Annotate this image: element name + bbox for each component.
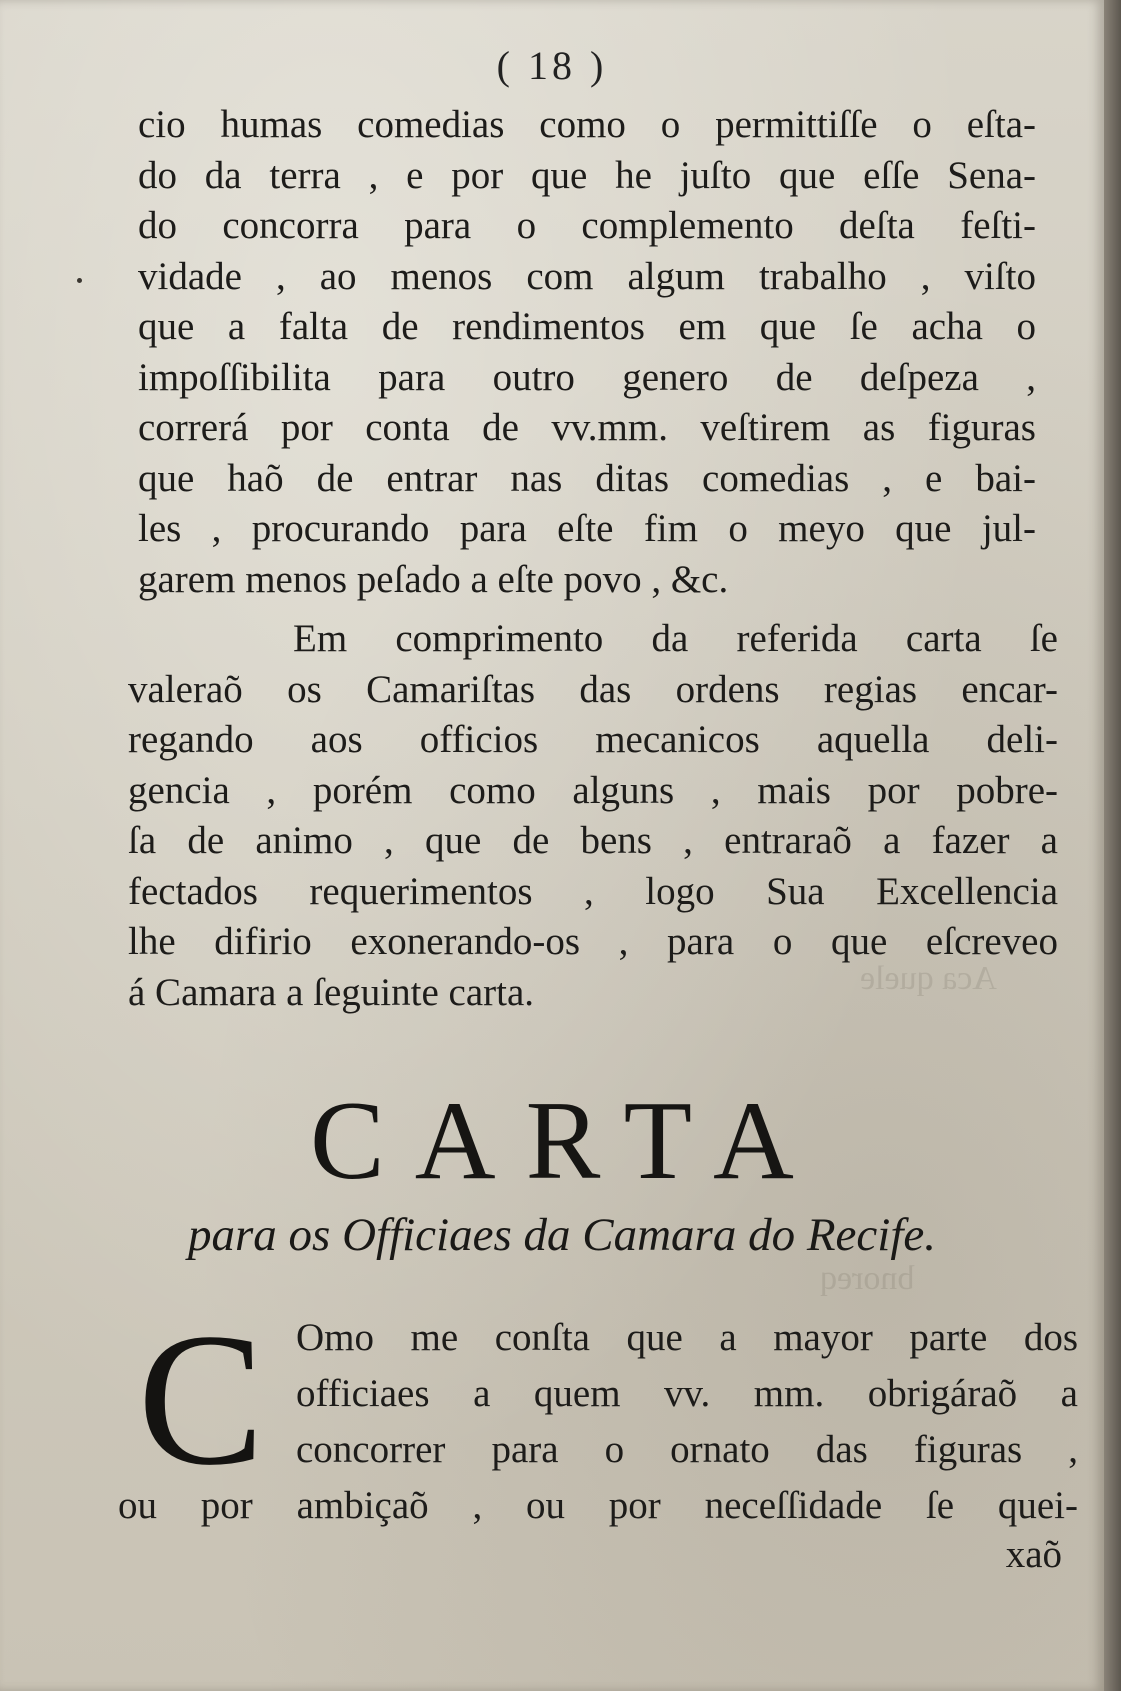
text-line: concorrer para o ornato das figuras ,: [296, 1428, 1078, 1471]
letter-opening: [296, 1310, 1078, 1478]
paragraph-2: [128, 614, 1058, 1018]
text-line: impoſſibilita para outro genero de deſpeza ,: [138, 355, 1036, 399]
text-line: do concorra para o complemento deſta feſti-: [138, 204, 1036, 247]
catchword: xaõ: [1005, 1533, 1062, 1576]
text-line: les , procurando para eſte fim o meyo que jul-: [138, 507, 1036, 550]
text-line: ou por ambiçaõ , ou por neceſſidade ſe quei-: [118, 1484, 1078, 1527]
paragraph-1: [138, 100, 1036, 605]
text-line: vidade , ao menos com algum trabalho , viſto: [138, 254, 1036, 298]
text-line: gencia , porém como alguns , mais por pobre-: [128, 768, 1058, 812]
text-line: valeraõ os Camariſtas das ordens regias encar-: [128, 667, 1058, 711]
text-line: que a falta de rendimentos em que ſe acha o: [138, 305, 1036, 348]
text-line: cio humas comedias como o permittiſſe o eſta-: [138, 103, 1036, 146]
text-line: correrá por conta de vv.mm. veſtirem as figuras: [138, 406, 1036, 449]
book-edge: [1104, 0, 1121, 1691]
text-line: que haõ de entrar nas ditas comedias , e bai-: [138, 456, 1036, 500]
show-through-text: Aca quele: [860, 960, 997, 997]
text-line: garem menos peſado a eſte povo , &c.: [138, 557, 729, 601]
letter-subheading: para os Officiaes da Camara do Recife.: [187, 1209, 936, 1261]
page-number: ( 18 ): [496, 43, 608, 88]
text-line: á Camara a ſeguinte carta.: [128, 970, 535, 1014]
text-line: lhe difirio exonerando-os , para o que eſcreveo: [128, 920, 1058, 963]
ink-speck: [77, 278, 82, 283]
drop-cap: C: [137, 1295, 265, 1505]
text-line: officiaes a quem vv. mm. obrigáraõ a: [296, 1372, 1078, 1415]
letter-body: [118, 1478, 1078, 1534]
letter-heading: CARTA: [310, 1079, 824, 1203]
text-line: do da terra , e por que he juſto que eſſe Sena-: [138, 153, 1036, 197]
text-line: regando aos officios mecanicos aquella deli-: [128, 718, 1058, 761]
text-line: Em comprimento da referida carta ſe: [293, 617, 1058, 660]
text-line: ſa de animo , que de bens , entraraõ a fazer a: [128, 819, 1058, 862]
show-through-text: bnoreq: [820, 1260, 915, 1297]
text-line: fectados requerimentos , logo Sua Excellencia: [128, 869, 1058, 913]
text-line: Omo me conſta que a mayor parte dos: [296, 1316, 1078, 1359]
